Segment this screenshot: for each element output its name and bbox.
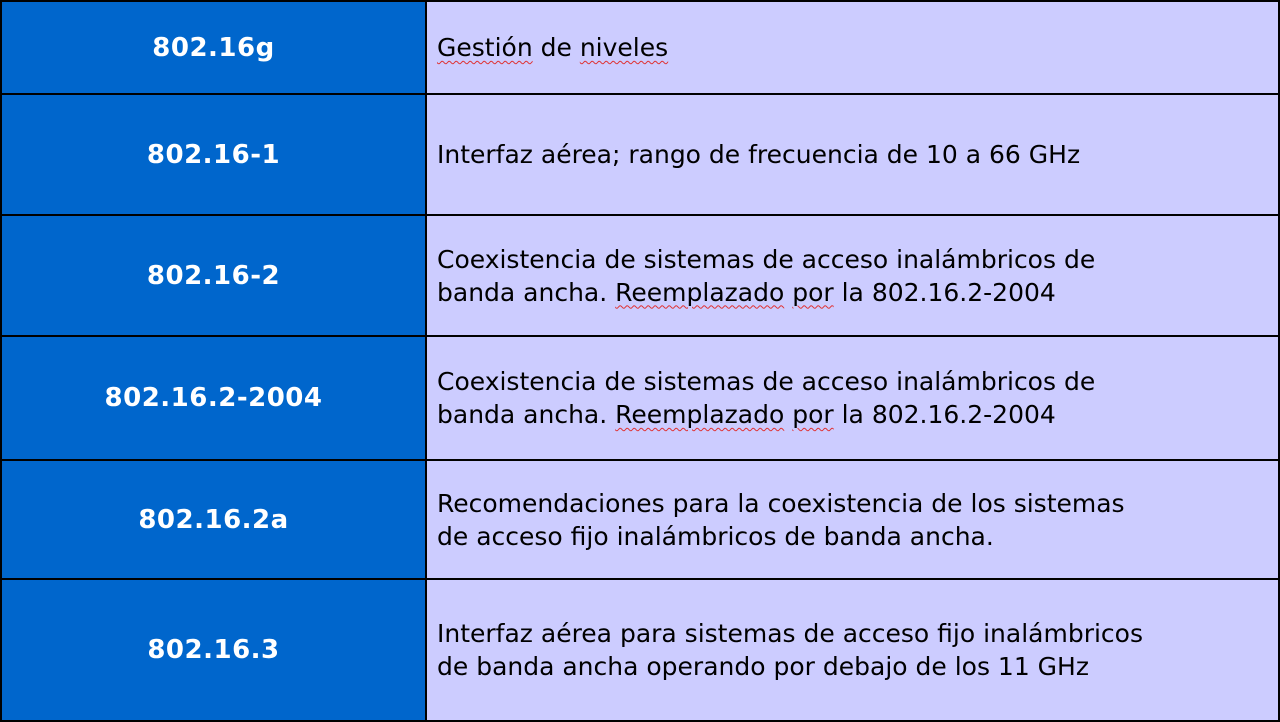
description-cell <box>426 215 1279 336</box>
description-text: banda ancha. <box>437 277 616 307</box>
spellcheck-flagged-word: Gestión <box>437 33 533 62</box>
standard-cell: 802.16.2-2004 <box>1 336 426 460</box>
description-text: banda ancha. <box>437 400 616 429</box>
spellcheck-flagged-word: por <box>792 277 834 307</box>
description-text: Interfaz aérea para sistemas de acceso fijo inalámbricos <box>437 619 1143 648</box>
standard-cell: 802.16g <box>1 1 426 94</box>
description-text: Recomendaciones para la coexistencia de los sistemas <box>437 488 1125 518</box>
standard-cell: 802.16.2a <box>1 460 426 579</box>
description-text: Coexistencia de sistemas de acceso inalámbricos de <box>437 244 1096 274</box>
table-row <box>1 460 1279 579</box>
table-row <box>1 94 1279 215</box>
table-row <box>1 336 1279 460</box>
standard-cell: 802.16-1 <box>1 94 426 215</box>
description-cell <box>426 460 1279 579</box>
spellcheck-flagged-word: niveles <box>579 33 669 62</box>
standard-cell: 802.16.3 <box>1 579 426 721</box>
spellcheck-flagged-word: Reemplazado <box>615 277 785 307</box>
description-text <box>784 278 792 307</box>
description-text: la 802.16.2-2004 <box>833 277 1056 307</box>
table-row <box>1 579 1279 721</box>
description-cell <box>426 336 1279 460</box>
spellcheck-flagged-word: Reemplazado <box>615 400 785 429</box>
spellcheck-flagged-word: por <box>792 400 834 429</box>
table-row <box>1 1 1279 94</box>
standard-cell: 802.16-2 <box>1 215 426 336</box>
description-cell: Interfaz aérea; rango de frecuencia de 10 a 66 GHz <box>426 94 1279 215</box>
description-text: de banda ancha operando por debajo de los 11 GHz <box>437 652 1089 681</box>
description-text: de acceso fijo inalámbricos de banda ancha. <box>437 521 994 551</box>
description-cell <box>426 1 1279 94</box>
description-text: de <box>532 33 580 62</box>
description-cell <box>426 579 1279 721</box>
description-text: la 802.16.2-2004 <box>833 400 1056 429</box>
description-text: Coexistencia de sistemas de acceso inalámbricos de <box>437 367 1096 396</box>
description-text <box>784 400 792 429</box>
table-row <box>1 215 1279 336</box>
